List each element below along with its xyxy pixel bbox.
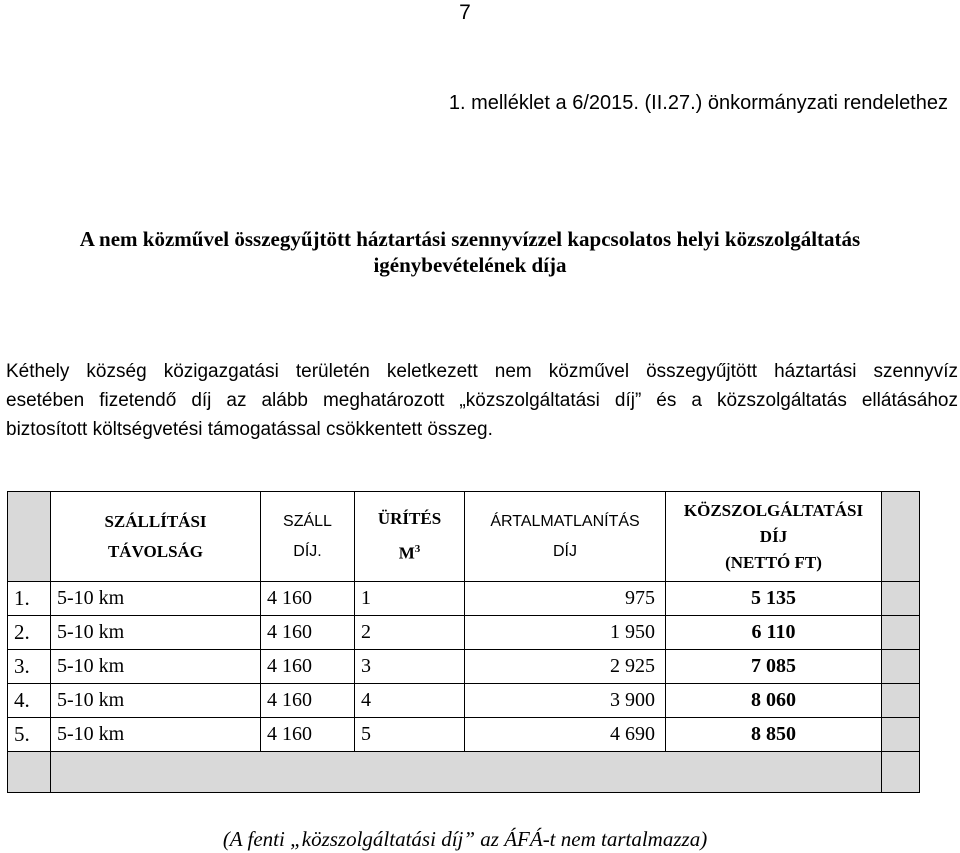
table-row: 5. 5-10 km 4 160 5 4 690 8 850 xyxy=(8,718,920,752)
page-number: 7 xyxy=(459,1,471,24)
header-extra-cell xyxy=(882,492,920,582)
table-row: 2. 5-10 km 4 160 2 1 950 6 110 xyxy=(8,616,920,650)
paragraph-line-1: Kéthely község közigazgatási területén keletkezett nem közművel összegyűjtött háztartási szennyvíz xyxy=(6,361,958,382)
paragraph-line-3: biztosított költségvetési támogatással csökkentett összeg. xyxy=(6,419,493,440)
table-row: 1. 5-10 km 4 160 1 975 5 135 xyxy=(8,582,920,616)
header-transport-fee: SZÁLL DÍJ. xyxy=(261,492,355,582)
paragraph-line-2: esetében fizetendő díj az alább meghatározott „közszolgáltatási díj” és a közszolgáltatás ellátásához xyxy=(6,390,958,411)
header-emptying-volume: ÜRÍTÉS $M^3$ xyxy=(355,492,465,582)
intro-paragraph xyxy=(6,357,958,444)
header-distance: SZÁLLÍTÁSI TÁVOLSÁG xyxy=(51,492,261,582)
document-title xyxy=(0,226,940,278)
header-number-cell xyxy=(8,492,51,582)
fee-table xyxy=(7,491,920,793)
annex-reference: 1. melléklet a 6/2015. (II.27.) önkormányzati rendelethez xyxy=(448,92,948,114)
table-row: 3. 5-10 km 4 160 3 2 925 7 085 xyxy=(8,650,920,684)
header-service-fee: KÖZSZOLGÁLTATÁSI DÍJ (NETTÓ FT) xyxy=(666,492,882,582)
title-line-1: A nem közművel összegyűjtött háztartási szennyvízzel kapcsolatos helyi közszolgáltatás xyxy=(79,227,861,251)
footer-note: (A fenti „közszolgáltatási díj” az ÁFÁ-t nem tartalmazza) xyxy=(222,827,708,851)
table-row-empty xyxy=(8,752,920,793)
header-treatment-fee: ÁRTALMATLANÍTÁS DÍJ xyxy=(465,492,666,582)
title-line-2: igénybevételének díja xyxy=(373,253,567,277)
table-header-row xyxy=(8,492,920,582)
table-row: 4. 5-10 km 4 160 4 3 900 8 060 xyxy=(8,684,920,718)
